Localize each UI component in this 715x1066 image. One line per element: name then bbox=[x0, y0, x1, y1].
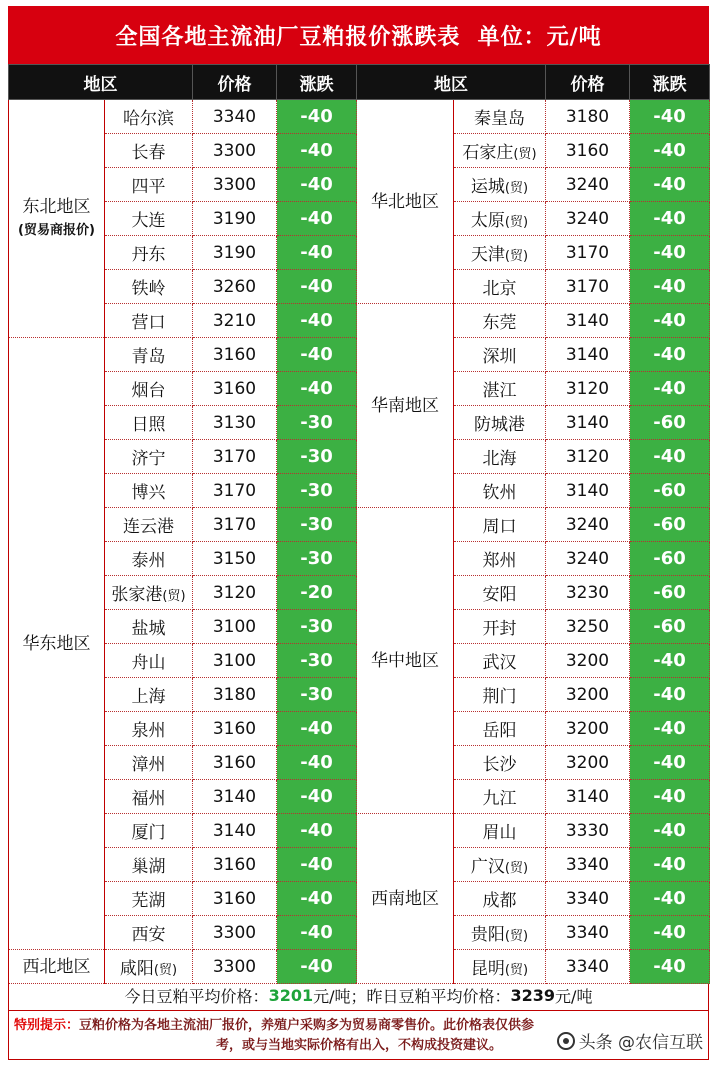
city-cell bbox=[105, 610, 193, 644]
change-cell: -40 bbox=[277, 848, 357, 882]
price-cell: 3240 bbox=[546, 508, 630, 542]
city-cell bbox=[454, 202, 546, 236]
price-cell: 3140 bbox=[546, 338, 630, 372]
city-name: 钦州 bbox=[482, 483, 517, 503]
city-name: 济宁 bbox=[131, 449, 166, 469]
region-cell-right: 华中地区 bbox=[357, 508, 454, 814]
change-cell: -40 bbox=[630, 848, 710, 882]
region-cell-left bbox=[9, 950, 105, 984]
today-average-unit: 元/吨； bbox=[313, 986, 367, 1006]
city-cell bbox=[105, 916, 193, 950]
city-cell bbox=[105, 678, 193, 712]
city-name: 长沙 bbox=[482, 755, 517, 775]
price-cell: 3240 bbox=[546, 168, 630, 202]
change-cell: -40 bbox=[630, 950, 710, 984]
city-name: 九江 bbox=[482, 789, 517, 809]
trader-tag: (贸) bbox=[162, 589, 186, 604]
city-cell bbox=[105, 712, 193, 746]
change-cell: -40 bbox=[277, 270, 357, 304]
price-cell: 3140 bbox=[546, 406, 630, 440]
city-name: 石家庄 bbox=[462, 143, 514, 163]
price-cell: 3160 bbox=[193, 372, 277, 406]
price-cell: 3160 bbox=[193, 882, 277, 916]
price-cell: 3170 bbox=[546, 236, 630, 270]
city-name: 西安 bbox=[131, 925, 166, 945]
region-subtitle: (贸易商报价) bbox=[18, 222, 95, 238]
city-cell bbox=[105, 508, 193, 542]
city-cell bbox=[454, 950, 546, 984]
change-cell: -40 bbox=[277, 134, 357, 168]
change-cell: -40 bbox=[630, 814, 710, 848]
city-cell bbox=[454, 168, 546, 202]
city-cell bbox=[454, 542, 546, 576]
city-cell bbox=[454, 814, 546, 848]
region-name: 东北地区 bbox=[22, 196, 91, 217]
city-cell bbox=[454, 134, 546, 168]
price-cell: 3190 bbox=[193, 202, 277, 236]
city-cell bbox=[454, 882, 546, 916]
change-cell: -30 bbox=[277, 678, 357, 712]
city-name: 北京 bbox=[482, 279, 517, 299]
price-cell: 3260 bbox=[193, 270, 277, 304]
trader-tag: (贸) bbox=[504, 963, 529, 978]
price-cell: 3150 bbox=[193, 542, 277, 576]
change-cell: -40 bbox=[630, 780, 710, 814]
city-cell bbox=[454, 372, 546, 406]
price-cell: 3140 bbox=[546, 304, 630, 338]
change-cell: -20 bbox=[277, 576, 357, 610]
change-cell: -40 bbox=[630, 644, 710, 678]
city-name: 成都 bbox=[482, 891, 517, 911]
change-cell: -40 bbox=[630, 134, 710, 168]
city-cell bbox=[105, 474, 193, 508]
city-cell bbox=[454, 746, 546, 780]
change-cell: -30 bbox=[277, 542, 357, 576]
change-cell: -40 bbox=[630, 304, 710, 338]
price-cell: 3140 bbox=[193, 814, 277, 848]
city-name: 泉州 bbox=[131, 721, 166, 741]
trader-tag: (贸) bbox=[504, 861, 529, 876]
city-cell bbox=[105, 304, 193, 338]
city-name: 漳州 bbox=[131, 755, 166, 775]
change-cell: -40 bbox=[630, 440, 710, 474]
city-cell bbox=[454, 644, 546, 678]
change-cell: -60 bbox=[630, 576, 710, 610]
city-name: 东莞 bbox=[482, 313, 517, 333]
city-cell bbox=[105, 372, 193, 406]
price-cell: 3160 bbox=[193, 746, 277, 780]
price-cell: 3330 bbox=[546, 814, 630, 848]
city-cell bbox=[454, 712, 546, 746]
city-name: 长春 bbox=[131, 143, 166, 163]
table-row bbox=[9, 304, 710, 338]
price-cell: 3340 bbox=[546, 916, 630, 950]
change-cell: -60 bbox=[630, 508, 710, 542]
trader-tag: (贸) bbox=[153, 963, 178, 978]
city-name: 上海 bbox=[131, 687, 166, 707]
price-cell: 3130 bbox=[193, 406, 277, 440]
header-region-right: 地区 bbox=[357, 65, 546, 100]
city-cell bbox=[454, 100, 546, 134]
city-name: 巢湖 bbox=[131, 857, 166, 877]
price-cell: 3190 bbox=[193, 236, 277, 270]
city-cell bbox=[454, 338, 546, 372]
city-cell bbox=[105, 542, 193, 576]
region-name: 华东地区 bbox=[22, 633, 91, 654]
city-name: 昆明 bbox=[470, 959, 505, 979]
city-cell bbox=[105, 780, 193, 814]
city-cell bbox=[454, 270, 546, 304]
price-cell: 3200 bbox=[546, 712, 630, 746]
city-cell bbox=[105, 100, 193, 134]
city-name: 郑州 bbox=[482, 551, 517, 571]
change-cell: -60 bbox=[630, 542, 710, 576]
table-header-row bbox=[9, 65, 710, 100]
city-cell bbox=[105, 440, 193, 474]
city-cell bbox=[454, 508, 546, 542]
change-cell: -60 bbox=[630, 474, 710, 508]
city-cell bbox=[105, 848, 193, 882]
city-name: 深圳 bbox=[482, 347, 517, 367]
price-cell: 3200 bbox=[546, 746, 630, 780]
header-price-left: 价格 bbox=[193, 65, 277, 100]
city-cell bbox=[105, 202, 193, 236]
change-cell: -40 bbox=[630, 372, 710, 406]
price-cell: 3100 bbox=[193, 644, 277, 678]
change-cell: -60 bbox=[630, 406, 710, 440]
price-cell: 3300 bbox=[193, 916, 277, 950]
city-name: 武汉 bbox=[482, 653, 517, 673]
trader-tag: (贸) bbox=[504, 249, 529, 264]
change-cell: -30 bbox=[277, 474, 357, 508]
city-cell bbox=[105, 338, 193, 372]
region-cell-right: 华南地区 bbox=[357, 304, 454, 508]
city-cell bbox=[105, 406, 193, 440]
city-name: 运城 bbox=[470, 177, 505, 197]
price-cell: 3160 bbox=[546, 134, 630, 168]
city-cell bbox=[105, 950, 193, 984]
price-cell: 3210 bbox=[193, 304, 277, 338]
city-name: 周口 bbox=[482, 517, 517, 537]
yesterday-average-unit: 元/吨 bbox=[555, 986, 593, 1006]
city-cell bbox=[454, 576, 546, 610]
change-cell: -40 bbox=[277, 712, 357, 746]
city-name: 芜湖 bbox=[131, 891, 166, 911]
watermark bbox=[557, 1028, 703, 1053]
price-cell: 3340 bbox=[546, 848, 630, 882]
change-cell: -30 bbox=[277, 610, 357, 644]
city-name: 防城港 bbox=[474, 415, 525, 435]
page-title: 全国各地主流油厂豆粕报价涨跌表 单位：元/吨 bbox=[8, 6, 709, 64]
trader-tag: (贸) bbox=[504, 929, 529, 944]
city-name: 湛江 bbox=[482, 381, 517, 401]
city-cell bbox=[105, 746, 193, 780]
city-name: 荆门 bbox=[482, 687, 517, 707]
yesterday-average-value: 3239 bbox=[510, 985, 556, 1005]
city-cell bbox=[105, 134, 193, 168]
city-name: 大连 bbox=[131, 211, 166, 231]
price-cell: 3140 bbox=[193, 780, 277, 814]
price-cell: 3120 bbox=[546, 440, 630, 474]
change-cell: -40 bbox=[630, 100, 710, 134]
city-name: 哈尔滨 bbox=[123, 109, 174, 129]
change-cell: -30 bbox=[277, 508, 357, 542]
header-region-left: 地区 bbox=[9, 65, 193, 100]
price-cell: 3100 bbox=[193, 610, 277, 644]
notice-label: 特别提示： bbox=[14, 1018, 80, 1033]
change-cell: -40 bbox=[630, 882, 710, 916]
city-cell bbox=[454, 678, 546, 712]
price-cell: 3200 bbox=[546, 678, 630, 712]
trader-tag: (贸) bbox=[513, 147, 537, 162]
price-cell: 3200 bbox=[546, 644, 630, 678]
city-name: 眉山 bbox=[482, 823, 517, 843]
city-cell bbox=[105, 270, 193, 304]
region-cell-left bbox=[9, 100, 105, 338]
header-price-right: 价格 bbox=[546, 65, 630, 100]
change-cell: -40 bbox=[277, 746, 357, 780]
watermark-text: 头条 @农信互联 bbox=[578, 1033, 703, 1053]
city-cell bbox=[105, 644, 193, 678]
city-name: 张家港 bbox=[111, 585, 163, 605]
change-cell: -40 bbox=[277, 168, 357, 202]
price-cell: 3160 bbox=[193, 848, 277, 882]
price-cell: 3300 bbox=[193, 950, 277, 984]
price-cell: 3170 bbox=[193, 508, 277, 542]
trader-tag: (贸) bbox=[504, 181, 529, 196]
change-cell: -40 bbox=[277, 236, 357, 270]
change-cell: -40 bbox=[277, 916, 357, 950]
change-cell: -30 bbox=[277, 644, 357, 678]
price-cell: 3340 bbox=[546, 950, 630, 984]
region-name: 西北地区 bbox=[22, 956, 91, 977]
city-cell bbox=[454, 916, 546, 950]
change-cell: -30 bbox=[277, 406, 357, 440]
city-name: 太原 bbox=[470, 211, 505, 231]
camera-icon bbox=[557, 1032, 575, 1050]
city-name: 秦皇岛 bbox=[474, 109, 525, 129]
table-row bbox=[9, 100, 710, 134]
city-name: 四平 bbox=[131, 177, 166, 197]
trader-tag: (贸) bbox=[504, 215, 529, 230]
city-cell bbox=[105, 814, 193, 848]
today-average-label: 今日豆粕平均价格： bbox=[124, 986, 269, 1006]
change-cell: -40 bbox=[277, 950, 357, 984]
change-cell: -40 bbox=[277, 202, 357, 236]
price-cell: 3300 bbox=[193, 168, 277, 202]
city-name: 福州 bbox=[131, 789, 166, 809]
city-name: 青岛 bbox=[131, 347, 166, 367]
change-cell: -40 bbox=[630, 338, 710, 372]
notice-line-1: 豆粕价格为各地主流油厂报价，养殖户采购多为贸易商零售价。此价格表仅供参 bbox=[79, 1018, 535, 1033]
change-cell: -40 bbox=[277, 304, 357, 338]
city-cell bbox=[454, 848, 546, 882]
change-cell: -40 bbox=[630, 712, 710, 746]
price-cell: 3160 bbox=[193, 338, 277, 372]
price-cell: 3120 bbox=[546, 372, 630, 406]
city-cell bbox=[105, 236, 193, 270]
city-name: 广汉 bbox=[470, 857, 505, 877]
change-cell: -40 bbox=[277, 814, 357, 848]
price-cell: 3240 bbox=[546, 202, 630, 236]
city-cell bbox=[105, 576, 193, 610]
today-average-value: 3201 bbox=[268, 985, 314, 1005]
change-cell: -40 bbox=[277, 882, 357, 916]
price-cell: 3230 bbox=[546, 576, 630, 610]
region-cell-left bbox=[9, 338, 105, 950]
change-cell: -40 bbox=[630, 202, 710, 236]
price-cell: 3300 bbox=[193, 134, 277, 168]
city-name: 舟山 bbox=[131, 653, 166, 673]
change-cell: -60 bbox=[630, 610, 710, 644]
change-cell: -40 bbox=[630, 678, 710, 712]
city-cell bbox=[454, 406, 546, 440]
city-name: 烟台 bbox=[131, 381, 166, 401]
city-cell bbox=[454, 440, 546, 474]
price-cell: 3180 bbox=[193, 678, 277, 712]
header-change-right: 涨跌 bbox=[630, 65, 710, 100]
city-cell bbox=[105, 168, 193, 202]
change-cell: -40 bbox=[277, 338, 357, 372]
price-cell: 3240 bbox=[546, 542, 630, 576]
city-name: 铁岭 bbox=[131, 279, 166, 299]
city-cell bbox=[454, 780, 546, 814]
city-cell bbox=[454, 610, 546, 644]
change-cell: -40 bbox=[630, 916, 710, 950]
price-cell: 3140 bbox=[546, 780, 630, 814]
city-name: 丹东 bbox=[131, 245, 166, 265]
price-cell: 3340 bbox=[193, 100, 277, 134]
price-table bbox=[8, 64, 710, 984]
yesterday-average-label: 昨日豆粕平均价格： bbox=[366, 986, 511, 1006]
table-row bbox=[9, 814, 710, 848]
price-cell: 3140 bbox=[546, 474, 630, 508]
change-cell: -30 bbox=[277, 440, 357, 474]
city-name: 咸阳 bbox=[119, 959, 154, 979]
city-cell bbox=[454, 304, 546, 338]
price-cell: 3180 bbox=[546, 100, 630, 134]
city-name: 安阳 bbox=[482, 585, 517, 605]
price-cell: 3170 bbox=[193, 474, 277, 508]
city-name: 岳阳 bbox=[482, 721, 517, 741]
price-cell: 3250 bbox=[546, 610, 630, 644]
change-cell: -40 bbox=[277, 780, 357, 814]
average-price-line bbox=[8, 980, 709, 1011]
region-cell-right: 华北地区 bbox=[357, 100, 454, 304]
city-name: 盐城 bbox=[131, 619, 166, 639]
header-change-left: 涨跌 bbox=[277, 65, 357, 100]
city-name: 贵阳 bbox=[470, 925, 505, 945]
change-cell: -40 bbox=[630, 746, 710, 780]
city-cell bbox=[454, 236, 546, 270]
price-cell: 3170 bbox=[546, 270, 630, 304]
change-cell: -40 bbox=[277, 100, 357, 134]
notice-line-2: 考，或与当地实际价格有出入，不构成投资建议。 bbox=[215, 1038, 502, 1053]
change-cell: -40 bbox=[630, 168, 710, 202]
city-name: 营口 bbox=[131, 313, 166, 333]
city-name: 连云港 bbox=[123, 517, 174, 537]
city-cell bbox=[105, 882, 193, 916]
city-name: 博兴 bbox=[131, 483, 166, 503]
price-cell: 3160 bbox=[193, 712, 277, 746]
price-cell: 3340 bbox=[546, 882, 630, 916]
change-cell: -40 bbox=[277, 372, 357, 406]
city-name: 泰州 bbox=[131, 551, 166, 571]
city-name: 北海 bbox=[482, 449, 517, 469]
city-name: 日照 bbox=[131, 415, 166, 435]
table-row bbox=[9, 508, 710, 542]
city-cell bbox=[454, 474, 546, 508]
price-cell: 3170 bbox=[193, 440, 277, 474]
city-name: 天津 bbox=[470, 245, 505, 265]
change-cell: -40 bbox=[630, 270, 710, 304]
price-cell: 3120 bbox=[193, 576, 277, 610]
city-name: 厦门 bbox=[131, 823, 166, 843]
change-cell: -40 bbox=[630, 236, 710, 270]
region-cell-right: 西南地区 bbox=[357, 814, 454, 984]
city-name: 开封 bbox=[482, 619, 517, 639]
